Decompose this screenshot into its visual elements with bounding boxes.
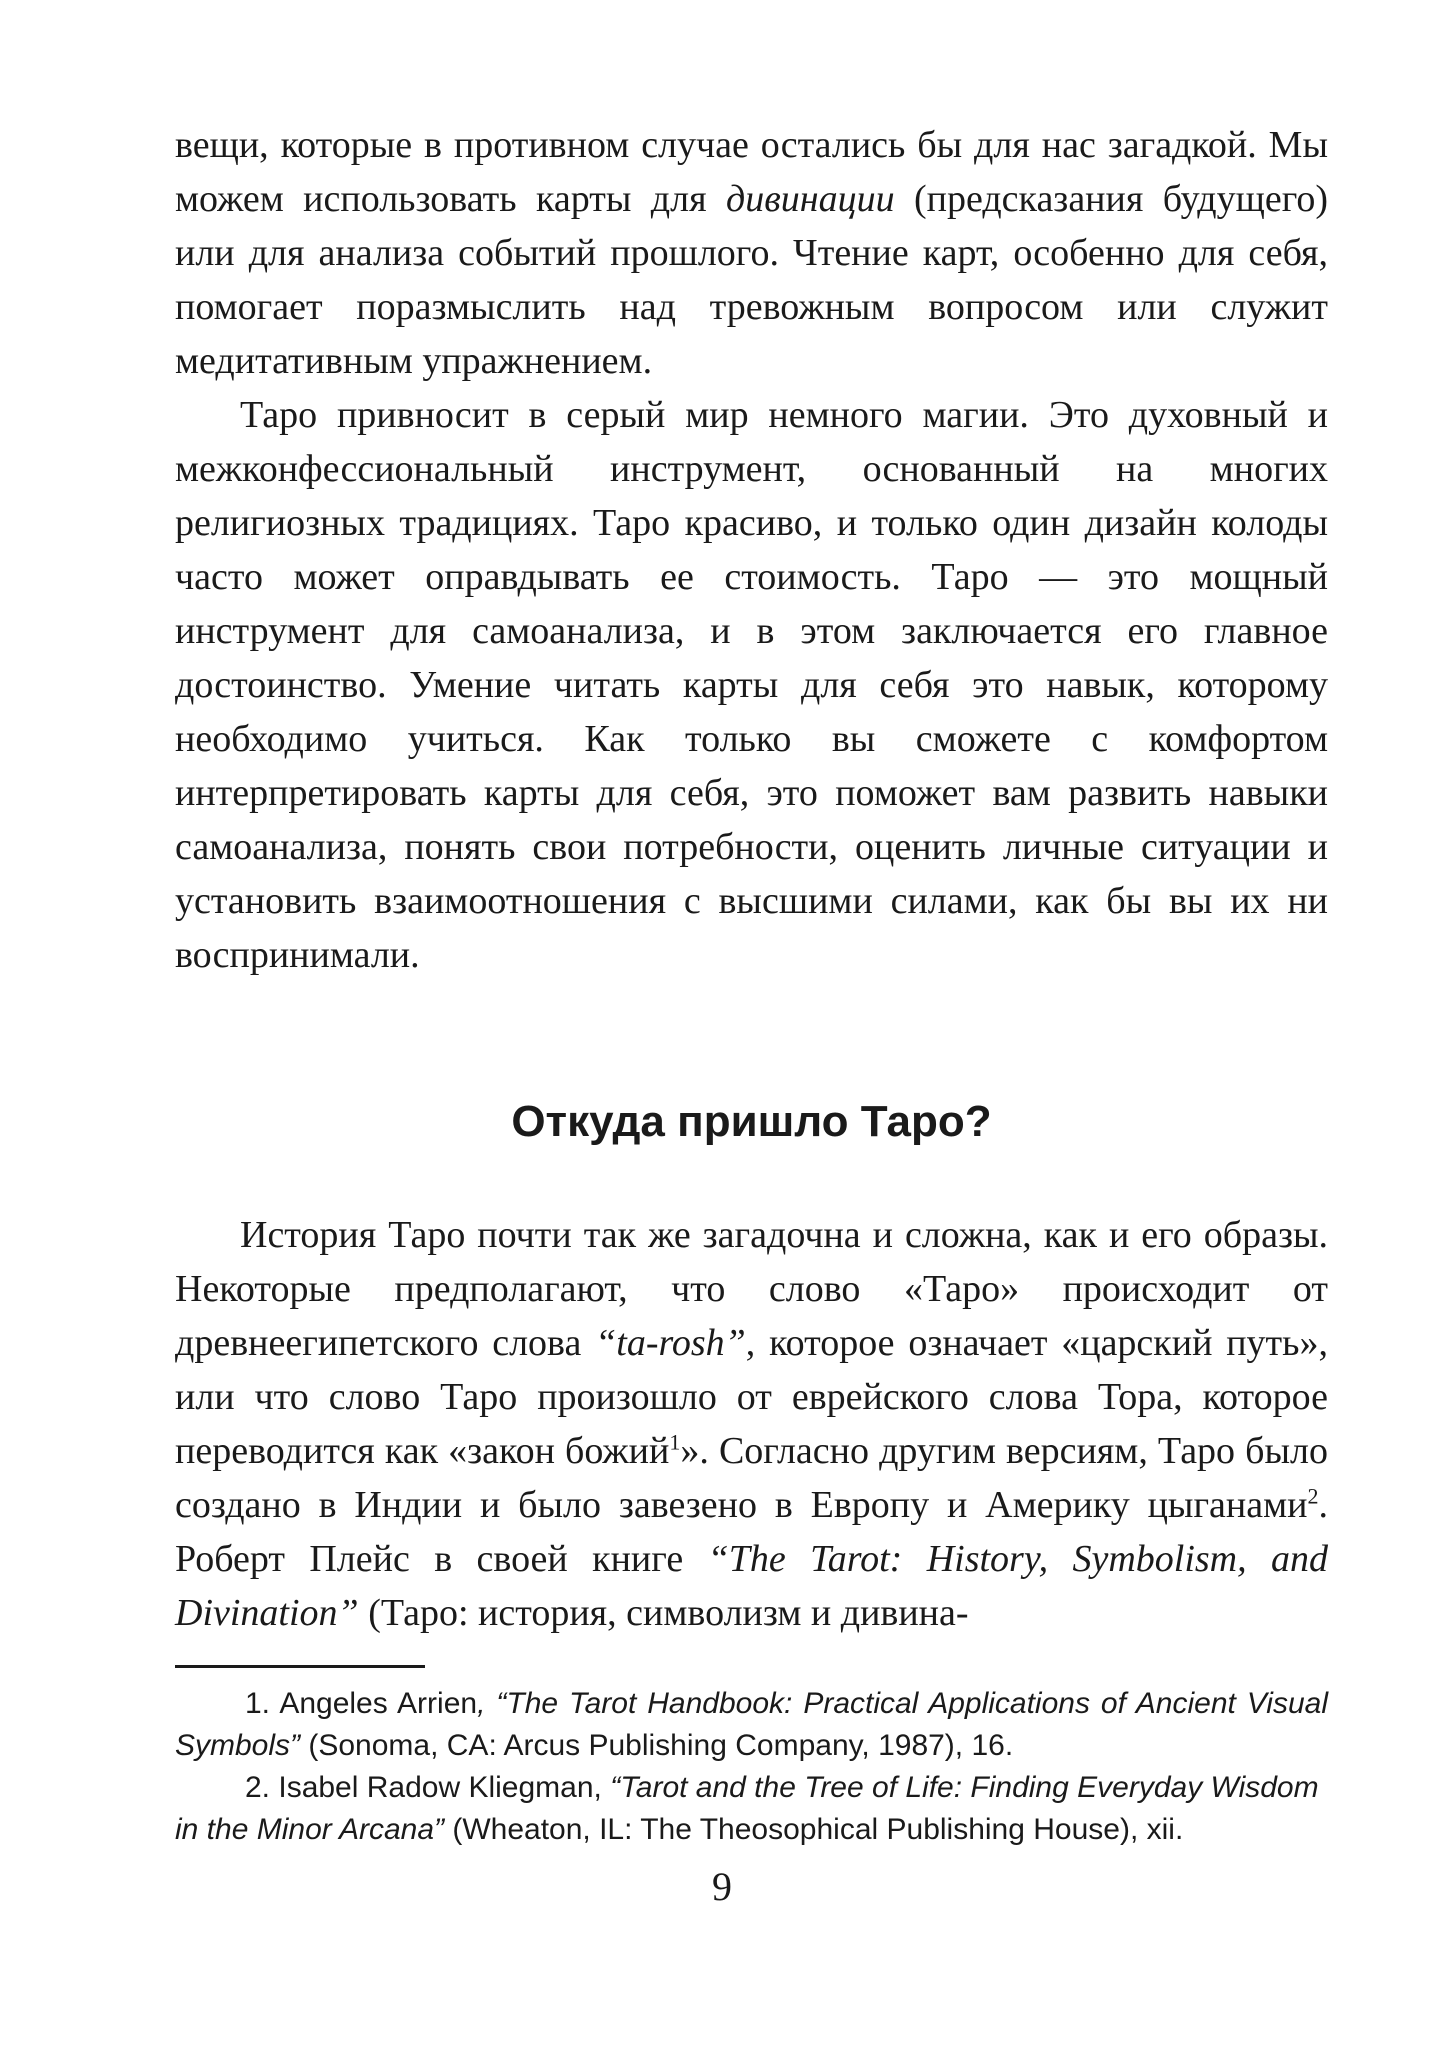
footnote-ref-2[interactable]: 2: [1307, 1483, 1319, 1509]
footnote-author: 2. Isabel Radow Kliegman,: [245, 1771, 611, 1804]
footnote-publisher: (Sonoma, CA: Arcus Publishing Company, 1987), 16.: [300, 1729, 1014, 1762]
paragraph-tarot-magic: [175, 388, 1328, 982]
footnote-publisher: (Wheaton, IL: The Theosophical Publishing House), xii.: [444, 1813, 1184, 1846]
footnote-author: 1. Angeles Arrien: [245, 1687, 478, 1720]
text-run: . Роберт Плейс в своей книге: [175, 1484, 1328, 1580]
paragraph-text: Таро привносит в серый мир немного магии. Это духовный и межконфессиональный инструмент, основанный на многих религиозных традициях. Таро красиво, и только один дизайн колоды часто может оправдывать ее стоимость. Таро — это мощный инструмент для самоанализа, и в этом заключается его главное достоинство. Умение читать карты для себя это навык, которому необходимо учиться. Как только вы сможете с комфортом интерпретировать карты для себя, это поможет вам развить навыки самоанализа, понять свои потребности, оценить личные ситуации и установить взаимоотношения с высшими силами, как бы вы их ни воспринимали.: [175, 394, 1328, 976]
page-number: 9: [712, 1864, 732, 1909]
section-heading: Откуда пришло Таро?: [511, 1097, 992, 1146]
text-run: (Таро: история, символизм и дивина-: [358, 1592, 969, 1634]
book-title: “The Tarot: History, Symbolism, and Divination”: [175, 1538, 1328, 1634]
footnote-ref-1[interactable]: 1: [669, 1429, 681, 1455]
footnote-title: , “The Tarot Handbook: Practical Applications of Ancient Visual Symbols”: [175, 1687, 1328, 1762]
footnote-1: [175, 1683, 1328, 1767]
text-run: , которое означает «царский путь», или что слово Таро произошло от еврейского слова Тора, которое переводится как «закон божий: [175, 1322, 1328, 1472]
footnote-title: “Tarot and the Tree of Life: Finding Everyday Wisdom in the Minor Arcana”: [175, 1771, 1319, 1846]
paragraph-tarot-history: [175, 1208, 1328, 1640]
footnotes: [175, 1683, 1328, 1851]
paragraph-continued: [175, 118, 1328, 388]
emphasis-term: дивинации: [726, 178, 895, 220]
text-run: ». Согласно другим версиям, Таро было создано в Индии и было завезено в Европу и Америку цыганами: [175, 1430, 1328, 1526]
text-run: (предсказания будущего) или для анализа событий прошлого. Чтение карт, особенно для себя, помогает поразмыслить над тревожным вопросом или служит медитативным упражнением.: [175, 178, 1329, 382]
text-run: вещи, которые в противном случае остались бы для нас загадкой. Мы можем использовать карты для: [175, 124, 1328, 220]
footnote-2: [175, 1767, 1328, 1851]
emphasis-term: “ta-rosh”: [595, 1322, 746, 1364]
text-run: История Таро почти так же загадочна и сложна, как и его образы. Некоторые предполагают, что слово «Таро» происходит от древнеегипетского слова: [175, 1214, 1328, 1364]
footnote-divider: [175, 1665, 425, 1668]
